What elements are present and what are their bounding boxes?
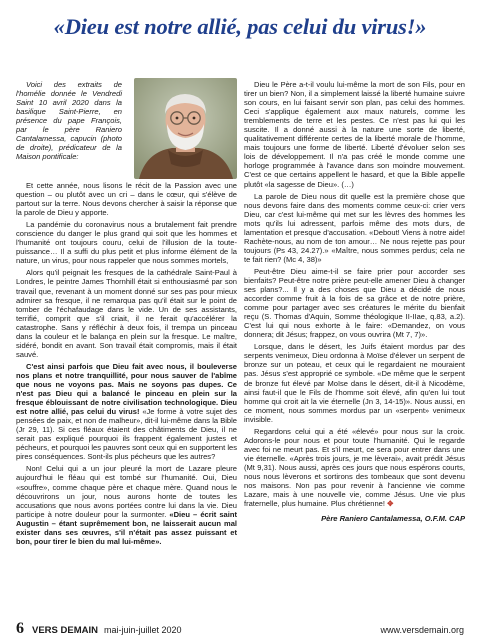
paragraph: La pandémie du coronavirus nous a brutalement fait prendre conscience du danger le plus grand qui soit que les hommes et l'humanité ont toujours couru, celui de l'illusion de la toute-puissance… Il a suffi du plus petit et plus informe élément de la nature, un virus, pour nous rappeler que nous sommes mortels, [16, 220, 237, 266]
paragraph-tail: «Je forme à votre sujet des pensées de paix, et non de malheur», dit-il lui-même dans la Bible (Jr 29, 11). Si ces fléaux étaient des châtiments de Dieu, il ne serait pas expliqué pourquoi ils frappent également justes et pécheurs, et pourquoi les pauvres sont ceux qui en supportent les pires conséquences. Sont-ils plus pécheurs que les autres? [16, 407, 237, 462]
end-mark-icon: ✥ [387, 499, 394, 509]
paragraph [16, 464, 237, 545]
paragraph: Alors qu'il peignait les fresques de la cathédrale Saint-Paul à Londres, le peintre James Thornhill était si enthousiasmé par son travail que, revenant à un moment donné sur ses pas pour mieux admirer sa fresque, il ne remarqua pas qu'il était sur le point de tomber de l'échafaudage dans le vide. Un de ses assistants, terrifié, comprit que s'il criait, il ne ferait qu'accélérer la catastrophe. Sans y réfléchir à deux fois, il trempa un pinceau dans la couleur et le balança en plein sur la fresque. Le maître, sidéré, bondit en avant. Son travail était compromis, mais il était sauvé. [16, 268, 237, 359]
paragraph: Et cette année, nous lisons le récit de la Passion avec une question – ou plutôt avec un cri – dans le cœur, qui s'élève de partout sur la terre. Nous devons chercher à saisir la réponse que la parole de Dieu y apporte. [16, 181, 237, 218]
article-title: «Dieu est notre allié, pas celui du virus!» [53, 14, 427, 39]
signature: Père Raniero Cantalamessa, O.F.M. CAP [321, 514, 465, 524]
emphasis-text: «Dieu – écrit saint Augustin – étant suprêmement bon, ne laisserait aucun mal exister dans ses œuvres, s'il n'était pas assez puissant et bon, pour tirer le bien du mal lui-même». [16, 509, 237, 546]
paragraph: Lorsque, dans le désert, les Juifs étaient mordus par des serpents venimeux, Dieu ordonna à Moïse d'élever un serpent de bronze sur un poteau, et ceux qui le regardaient ne mouraient pas. Jésus s'est approprié ce symbole. «De même que le serpent de bronze fut élevé par Moïse dans le désert, dit-il à Nicodème, ainsi faut-il que le Fils de l'homme soit élevé, afin qu'en lui tout homme qui croit ait la vie éternelle (Jn 3, 14-15)». Nous aussi, en ce moment, nous sommes mordus par un «serpent» venimeux invisible. [244, 342, 465, 424]
page-footer [16, 620, 464, 638]
magazine-name: VERS DEMAIN [32, 625, 98, 636]
emphasis-text: C'est ainsi parfois que Dieu fait avec nous, il bouleverse nos plans et notre tranquillité, pour nous sauver de l'abîme que nous ne voyons pas. Mais ne soyons pas dupes. Ce n'est pas Dieu qui a balancé le pinceau en plein sur la fresque éblouissant de notre civilisation technologique. Dieu est notre allié, pas celui du virus! [16, 361, 237, 417]
paragraph: Peut-être Dieu aime-t-il se faire prier pour accorder ses bienfaits? Peut-être notre prière peut-elle amener Dieu à changer ses plans?... Il y a des choses que Dieu a décidé de nous accorder comme fruit à la fois de sa grâce et de notre prière, comme pour partager avec ses créatures le mérite du bienfait reçu (S. Thomas d'Aquin, Somme théologique II-IIae, q.83, a.2). C'est lui qui nous exhorte à le faire: «Demandez, on vous donnera; dit Jésus; frappez, on vous ouvrira (Mt 7, 7)». [244, 266, 465, 340]
page-number: 6 [16, 620, 24, 637]
paragraph [16, 362, 237, 462]
left-column [16, 80, 237, 549]
intro-block [16, 80, 237, 179]
paragraph: La parole de Dieu nous dit quelle est la première chose que nous devons faire dans des moments comme ceux-ci: crier vers Dieu, car c'est lui-même qui met sur les lèvres des hommes les mots qu'ils lui adressent, parfois même des mots durs, de lamentation et presque d'accusation. «Debout! Viens à notre aide! Rachète-nous, au nom de ton amour… Ne nous rejette pas pour toujours (Ps 43, 24.27).» «Maître, nous sommes perdus; cela ne te fait rien? (Mc 4, 38)» [244, 191, 465, 264]
intro-text: Voici des extraits de l'homélie donnée le Vendredi Saint 10 avril 2020 dans la basilique Saint-Pierre, en présence du pape François, par le père Raniero Cantalamessa, capucin (photo de droite), prédicateur de la Maison pontificale: [16, 80, 122, 162]
portrait-photo [134, 78, 237, 179]
paragraph [244, 427, 465, 508]
paragraph-text: Non! Celui qui a un jour pleuré la mort de Lazare pleure aujourd'hui le fléau qui est tombé sur l'humanité. Oui, Dieu «souffre», comme chaque père et chaque mère. Quand nous le découvrirons un jour, nous aurons honte de toutes les accusations que nous avons portées contre lui dans la vie. Dieu participe à notre douleur pour la surmonter. [16, 464, 237, 519]
issue-date: mai-juin-juillet 2020 [103, 625, 182, 635]
website-link[interactable]: www.versdemain.org [380, 625, 464, 635]
paragraph-text: Regardons celui qui a été «élevé» pour nous sur la croix. Adorons-le pour nous et pour toute l'humanité. Qui le regarde avec foi ne meurt pas. Et s'il meurt, ce sera pour entrer dans une vie éternelle. «Après trois jours, je me lèverai», avait prédit Jésus (Mt 9,31). Nous aussi, après ces jours que nous espérons courts, nous nous lèverons et sortirons des tombeaux que sont devenu nos maisons. Non pas pour revenir à l'ancienne vie comme Lazare, mais à une nouvelle vie, comme Jésus. Une vie plus fraternelle, plus humaine. Plus chrétienne! [244, 426, 465, 509]
right-column [244, 80, 465, 523]
paragraph: Dieu le Père a-t-il voulu lui-même la mort de son Fils, pour en tirer un bien? Non, il a simplement laissé la liberté humaine suivre son cours, en lui faisant servir son plan, pas celui des hommes. Ceci s'applique également aux maux naturels, comme les tremblements de terre et les pestes. Ce n'est pas lui qui les suscite. Il a donné aussi à la nature une sorte de liberté, qualitativement différente certes de la liberté morale de l'homme, mais toujours une forme de liberté. Liberté d'évoluer selon ses lois de développement. Il n'a pas créé le monde comme une horloge programmée à l'avance dans son moindre mouvement. C'est ce que certains appellent le hasard, et que la Bible appelle plutôt «la sagesse de Dieu». (…) [244, 80, 465, 189]
